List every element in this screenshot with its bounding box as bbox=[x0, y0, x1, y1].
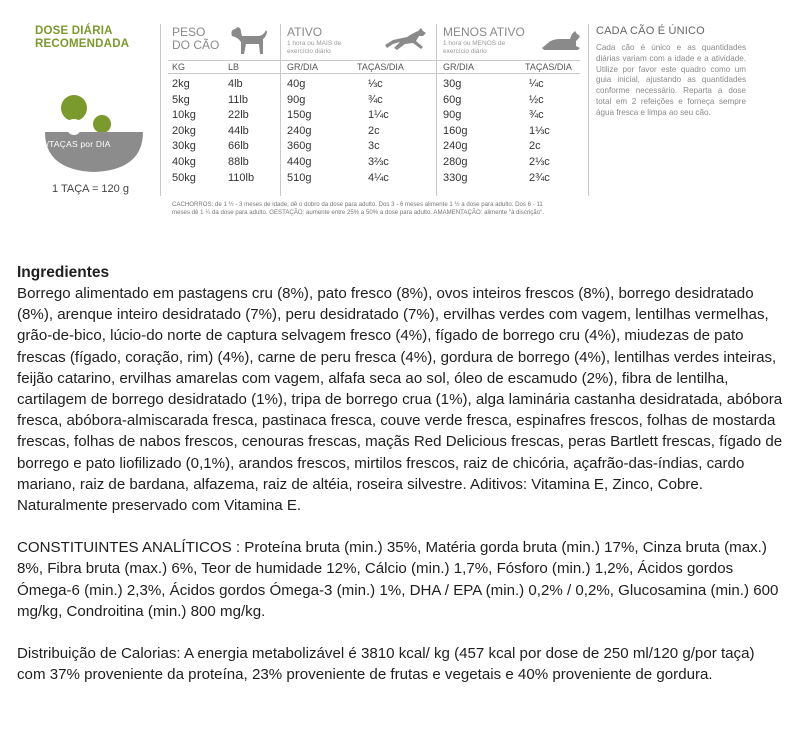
dose-title: DOSE DIÁRIA RECOMENDADA bbox=[35, 25, 130, 50]
ingredients-text: Borrego alimentado em pastagens cru (8%), pato fresco (8%), ovos inteiros frescos (8%), borrego desidratado (8%), arenque inteiro desidratado (7%), peru desidratado (7%), ervilhas verdes com vagem, lentilhas vermelhas, grão-de-bico, lúcio-do norte de captura selvagem fresco (4%), fígado de borrego cru (4%), miudezas de pato frescas (fígado, coração, rim) (4%), carne de peru fresca (4%), gordura de borrego (4%), lentilhas verdes inteiras, feijão catarino, ervilhas amarelas com vagem, alfafa seca ao sol, óleo de escamudo (2%), fibra de lentilha, cartilagem de borrego desidratado (1%), tripa de borrego crua (1%), alga laminária castanha desidratada, abóbora fresca, abóbora-almiscarada fresca, pastinaca fresca, couve verde fresca, espinafres frescos, folhas de mostarda frescas, folhas de nabos frescos, cenouras frescas, maçãs Red Delicious frescas, peras Bartlett frescas, fígado de borrego e pato liofilizado (0,1%), arandos frescos, mirtilos frescos, raiz de chicória, açafrão-das-índias, cardo mariano, raiz de bardana, alfazema, raiz de altéia, roseira silvestre. Aditivos: Vitamina E, Zinco, Cobre. Naturalmente preservado com Vitamina E. bbox=[17, 285, 783, 515]
feeding-guide: DOSE DIÁRIA RECOMENDADA GR/TAÇAS por DIA 1 TAÇA = 120 g PESO DO CÃO ATIVO 1 hora ou MAIS de exercício diário MENOS ATIVO 1 hora ou MENOS de exercício diário KG LB GR/DIA TAÇAS/DIA GR/DIA TAÇAS/DIA 2kg 5kg 10kg 20kg 30kg 40kg 50kg 4lb 11lb 22lb 44lb 66lb 88lb 110lb 40g 90g 150g 240g 360g 440g 510g ⅓c ¾c 1¼c 2c 3c 3⅔c 4¼c 30g 60g 90g 160g 240g 280g 330g ¼c ½c ¾c 1⅓c 2c 2⅓c 2¾c CACHORROS: de 1 ½ - 3 meses de idade, dê o dobro da dose para adulto. Dos 3 - 6 meses alimente 1 ½ a dose para adulto. Dos 6 - 11 meses dê 1 ¼ da dose para adulto. GESTAÇÃO: aumente entre 25% a 50% a dose para adulto. AMAMENTAÇÃO: alimente "à discrição". CADA CÃO É ÚNICO Cada cão é único e as quantidades diárias variam com a idade e a atividade. Utilize por favor este quadro como um guia inicial, ajustando as quantidades conforme necessário. Reparta a dose total em 2 refeições e forneça sempre água fresca e limpa ao seu cão. bbox=[0, 0, 800, 235]
table-row: 30g 60g 90g 160g 240g 280g 330g bbox=[443, 78, 468, 184]
unique-dog-title: CADA CÃO É ÚNICO bbox=[596, 25, 705, 37]
less-active-subheader: 1 hora ou MENOS de exercício diário bbox=[443, 40, 506, 55]
analytical-constituents: CONSTITUINTES ANALÍTICOS : Proteína bruta (min.) 35%, Matéria gorda bruta (min.) 17%, Cinza bruta (max.) 8%, Fibra bruta (max.) 6%, Teor de humidade 12%, Cálcio (min.) 1,7%, Fósforo (min.) 1,2%, Ácidos gordos Ómega-6 (min.) 2,3%, Ácidos gordos Ómega-3 (min.) 1%, DHA / EPA (min.) 0,2% / 0,2%, Glucosamina (min.) 600 mg/kg, Condroitina (min.) 800 mg/kg. bbox=[17, 539, 779, 620]
table-row: ¼c ½c ¾c 1⅓c 2c 2⅓c 2¾c bbox=[529, 78, 550, 184]
ingredients-heading: Ingredientes bbox=[17, 264, 110, 281]
food-bowl-icon bbox=[40, 92, 150, 182]
weight-header: PESO DO CÃO bbox=[172, 25, 220, 52]
less-active-header: MENOS ATIVO bbox=[443, 25, 525, 39]
dog-running-icon bbox=[383, 27, 427, 53]
active-subheader: 1 hora ou MAIS de exercício diário bbox=[287, 40, 342, 55]
product-description bbox=[17, 262, 787, 685]
unique-dog-text: Cada cão é único e as quantidades diárias variam com a idade e a atividade. Utilize por favor este quadro como um guia inicial, ajustando as quantidades conforme necessário. Reparta a dose total em 2 refeições e forneça sempre água fresca e limpa ao seu cão. bbox=[596, 43, 746, 117]
dog-lying-icon bbox=[540, 28, 582, 52]
active-header: ATIVO bbox=[287, 25, 323, 39]
puppy-footnote: CACHORROS: de 1 ½ - 3 meses de idade, dê o dobro da dose para adulto. Dos 3 - 6 meses alimente 1 ½ a dose para adulto. Dos 6 - 11 meses dê 1 ¼ da dose para adulto. GESTAÇÃO: aumente entre 25% a 50% a dose para adulto. AMAMENTAÇÃO: alimente "à discrição". bbox=[172, 201, 544, 216]
table-row: 40g 90g 150g 240g 360g 440g 510g bbox=[287, 78, 312, 184]
table-row: ⅓c ¾c 1¼c 2c 3c 3⅔c 4¼c bbox=[368, 78, 389, 184]
dog-standing-icon bbox=[226, 24, 270, 56]
table-row: 4lb 11lb 22lb 44lb 66lb 88lb 110lb bbox=[228, 78, 255, 184]
calorie-distribution: Distribuição de Calorias: A energia metabolizável é 3810 kcal/ kg (457 kcal por dose de 250 ml/120 g/por taça) com 37% proveniente da proteína, 23% proveniente de frutas e vegetais e 40% proveniente de gordura. bbox=[17, 645, 755, 684]
table-row: 2kg 5kg 10kg 20kg 30kg 40kg 50kg bbox=[172, 78, 196, 184]
bowl-label: GR/TAÇAS por DIA bbox=[33, 139, 111, 149]
cup-equivalence: 1 TAÇA = 120 g bbox=[52, 183, 129, 195]
